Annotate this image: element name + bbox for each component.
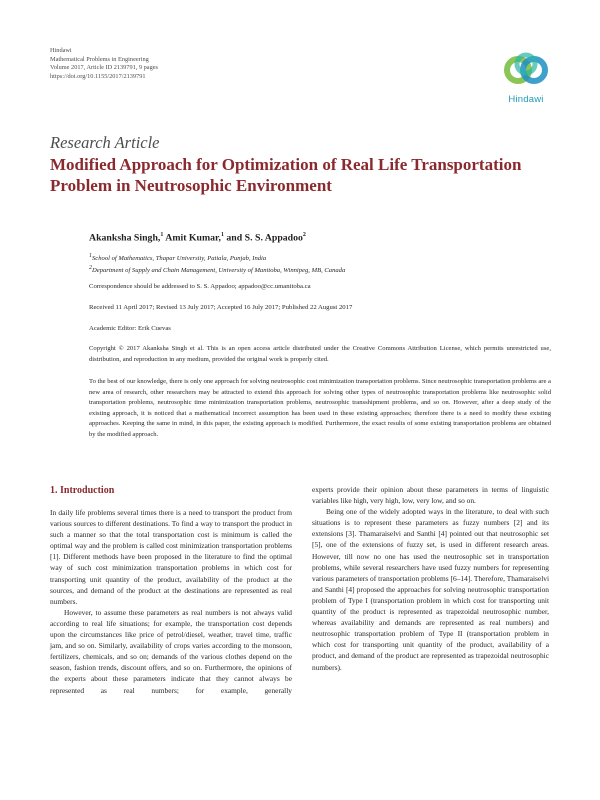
body-paragraph: experts provide their opinion about these parameters in terms of linguistic variables like high, very high, low, very low, and so on.	[312, 485, 549, 506]
body-paragraph: Being one of the widely adopted ways in the literature, to deal with such situations is to represent these parameters as fuzzy numbers [2] and its extensions [3]. Thamaraiselvi and Santhi [4] pointed out that neutrosophic set [5], one of the extensions of fuzzy set, is used in different research areas. However, till now no one has used the neutrosophic set in transportation problems, while several researchers have used fuzzy numbers for representing various parameters of transportation problems [6–14]. Therefore, Thamaraiselvi and Santhi [4] proposed the approaches for solving neutrosophic transportation problem of Type I (transportation problem in which cost for transporting unit quantity of the product is represented as trapezoidal neutrosophic number, whereas availability and demands are represented as real numbers) and neutrosophic transportation problem of Type II (transportation problem in which cost for transporting unit quantity of the product, availability of a product, and demand of the product are represented as trapezoidal neutrosophic numbers).	[312, 507, 549, 672]
body-column-right	[312, 484, 549, 673]
affiliation-text: School of Mathematics, Thapar University, Patiala, Punjab, India	[92, 255, 267, 263]
journal-doi[interactable]: https://doi.org/10.1155/2017/2139791	[50, 72, 146, 80]
journal-volume: Volume 2017, Article ID 2139791, 9 pages	[50, 64, 158, 72]
author-list	[89, 232, 306, 243]
body-column-left	[50, 507, 292, 696]
journal-publisher: Hindawi	[50, 47, 72, 54]
affiliation-sup: 2	[89, 265, 92, 271]
author-name: Akanksha Singh,	[89, 232, 161, 244]
section-heading: 1. Introduction	[50, 485, 115, 496]
body-paragraph: In daily life problems several times there is a need to transport the product from various sources to different destinations. To find a way to transport the product in such a manner so that the total transportation cost is minimum is called the optimal way and the problem is called cost minimization transportation problems [1]. Different methods have been proposed in the literature to find the optimal way of such cost minimization transportation problems in which cost for transporting unit quantity of the product, availability of the product at the sources, and demand of the product at the destinations are represented as real numbers.	[50, 508, 292, 606]
academic-editor: Academic Editor: Erik Cuevas	[89, 325, 171, 332]
author-sup: 1	[160, 232, 164, 238]
affiliation	[89, 253, 266, 262]
article-type: Research Article	[50, 133, 160, 152]
affiliation-sup: 1	[89, 253, 92, 259]
journal-name: Mathematical Problems in Engineering	[50, 55, 149, 63]
author-sup: 1	[220, 232, 224, 238]
publication-dates: Received 11 April 2017; Revised 13 July 2017; Accepted 16 July 2017; Published 22 August 2017	[89, 304, 353, 311]
journal-info	[50, 47, 158, 81]
affiliation-text: Department of Supply and Chain Management, University of Manitoba, Winnipeg, MB, Canada	[92, 267, 346, 275]
correspondence: Correspondence should be addressed to S. S. Appadoo; appadoo@cc.umanitoba.ca	[89, 283, 311, 290]
hindawi-logo-text: Hindawi	[508, 94, 544, 105]
author-name: and S. S. Appadoo	[223, 232, 303, 244]
author-name: Amit Kumar,	[163, 232, 221, 244]
paper-title: Modified Approach for Optimization of Real Life Transportation Problem in Neutrosophic Environment	[50, 155, 522, 195]
body-paragraph: However, to assume these parameters as real numbers is not always valid according to real life situations; for example, the transportation cost depends upon the circumstances like price of petrol/diesel, weather, travel time, traffic jam, and so on. Similarly, availability of crops varies according to the monsoon, fertilizers, chemicals, and so on; demands of the various clothes depend on the season, fashion trends, discount offers, and so on. Furthermore, the opinions of the experts about these parameters indicate that they cannot always be represented as real numbers; for example, generally	[50, 607, 292, 695]
copyright-notice: Copyright © 2017 Akanksha Singh et al. This is an open access article distributed under the Creative Commons Attribution License, which permits unrestricted use, distribution, and reproduction in any medium, provided the original work is properly cited.	[89, 345, 551, 363]
affiliation	[89, 265, 345, 274]
abstract: To the best of our knowledge, there is only one approach for solving neutrosophic cost minimization transportation problems. Since neutrosophic transportation problems are a new area of research, other researchers may be attracted to extend this approach for solving other types of neutrosophic transportation problems like neutrosophic solid transportation problems, neutrosophic time minimization transportation problems, neutrosophic transshipment problems, and so on. However, after a deep study of the existing approach, it is noticed that a mathematical incorrect assumption has been used in these existing approaches; therefore there is a need to modify these existing approaches. Keeping the same in mind, in this paper, the existing approach is modified. Furthermore, the exact results of some existing transportation problems are obtained by the modified approach.	[89, 378, 551, 438]
author-sup: 2	[302, 232, 306, 238]
